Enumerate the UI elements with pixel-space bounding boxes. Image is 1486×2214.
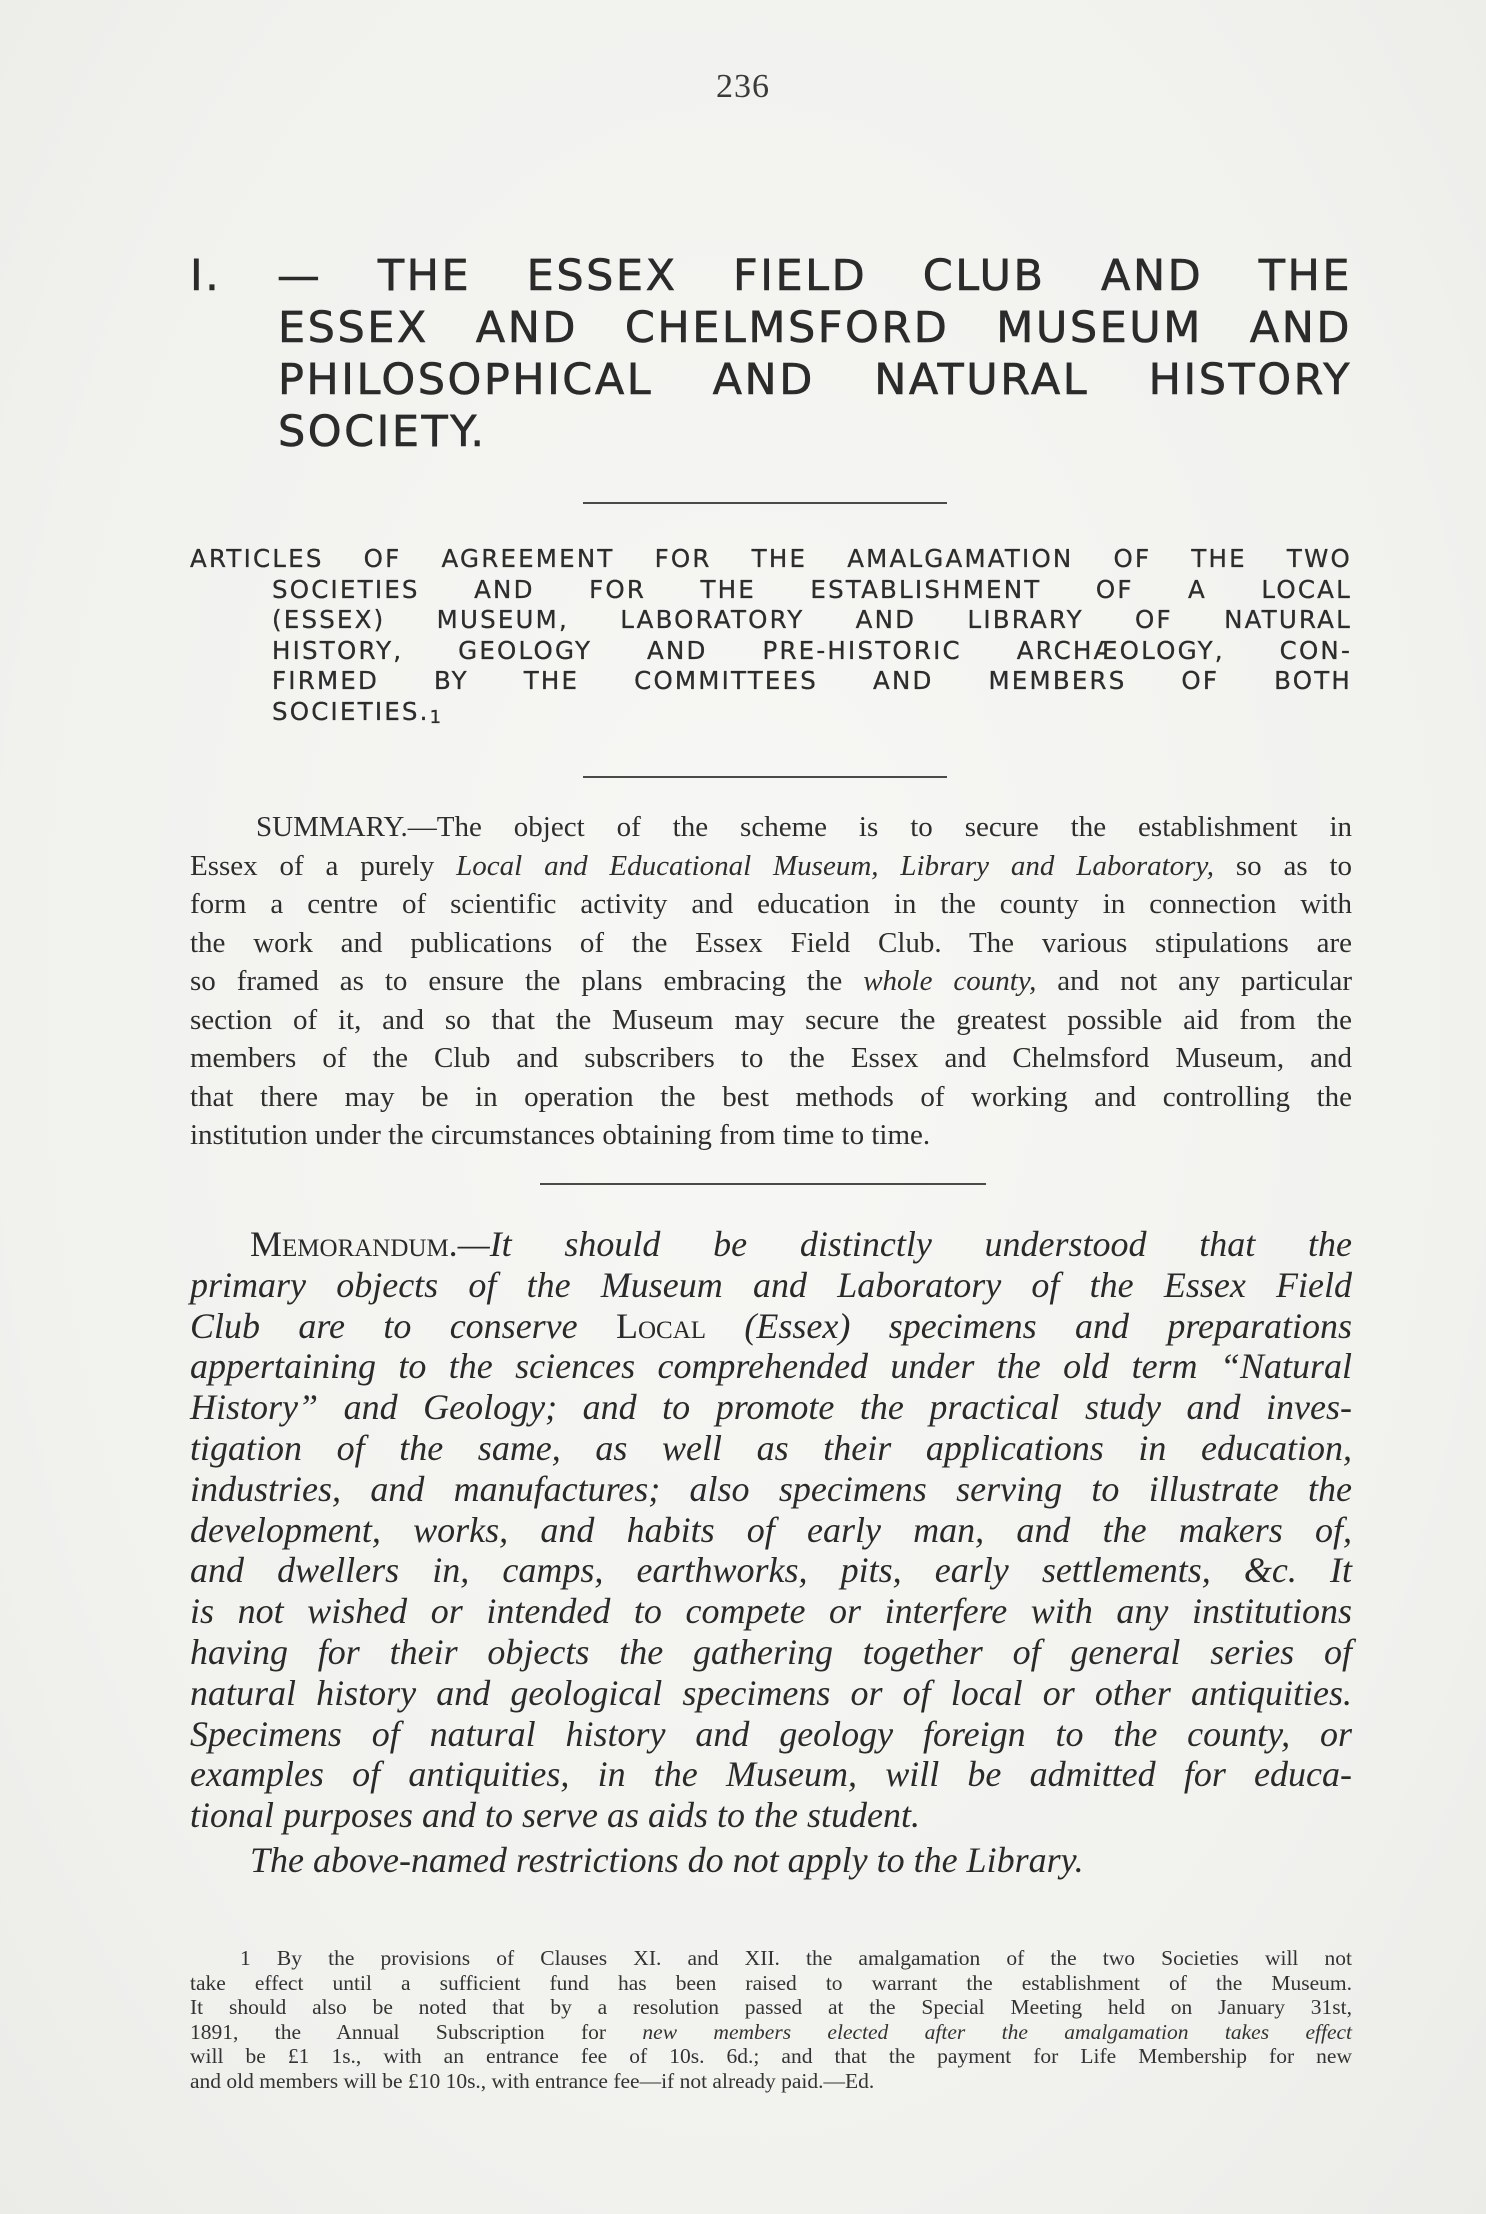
memorandum-paragraph: [190, 1224, 1352, 1881]
memo-text: (Essex) specimens and preparations: [744, 1305, 1353, 1346]
divider-rule: [540, 1183, 986, 1185]
footnote-line: and old members will be £10 10s., with entrance fee—if not already paid.—Ed.: [190, 2068, 875, 2093]
summary-line: the work and publications of the Essex Field Club. The various stipulations are: [190, 926, 1352, 959]
footnote-marker: 1: [429, 706, 442, 728]
summary-text: Essex of a purely: [190, 849, 435, 882]
divider-rule: [583, 502, 947, 504]
memo-line: and dwellers in, camps, earthworks, pits, early settlements, &c. It: [190, 1550, 1352, 1591]
library-note: The above-named restrictions do not apply to the Library.: [250, 1839, 1084, 1880]
memo-line: appertaining to the sciences comprehended under the old term “Natural: [190, 1346, 1352, 1387]
page-number: 236: [716, 68, 770, 105]
memo-text: Club are to conserve: [190, 1305, 578, 1346]
summary-line: section of it, and so that the Museum may secure the greatest possible aid from the: [190, 1003, 1352, 1036]
footnote: [190, 1946, 1352, 2093]
summary-line: [190, 847, 1352, 886]
memo-text: —It should be distinctly understood that the: [457, 1224, 1352, 1264]
articles-line: SOCIETIES AND FOR THE ESTABLISHMENT OF A LOCAL: [272, 574, 1352, 604]
footnote-italic-text: new members elected after the amalgamation takes effect: [642, 2019, 1353, 2044]
memo-line: [190, 1224, 1352, 1265]
summary-line: institution under the circumstances obtaining from time to time.: [190, 1119, 931, 1151]
summary-text: and not any particular: [1057, 965, 1353, 997]
memo-line: Specimens of natural history and geology foreign to the county, or: [190, 1713, 1352, 1754]
memo-line: primary objects of the Museum and Laboratory of the Essex Field: [190, 1264, 1352, 1305]
footnote-line: It should also be noted that by a resolution passed at the Special Meeting held on January 31st,: [190, 1995, 1352, 2019]
summary-line: SUMMARY.—The object of the scheme is to secure the establishment in: [256, 811, 1352, 843]
footnote-text: 1891, the Annual Subscription for: [190, 2019, 607, 2044]
articles-line: ARTICLES OF AGREEMENT FOR THE AMALGAMATION OF THE TWO: [190, 544, 1352, 573]
footnote-line: take effect until a sufficient fund has been raised to warrant the establishment of the Museum.: [190, 1970, 1352, 1995]
summary-line: members of the Club and subscribers to the Essex and Chelmsford Museum, and: [190, 1042, 1352, 1074]
title-line: I. — THE ESSEX FIELD CLUB AND THE: [190, 251, 1352, 301]
summary-italic-text: whole county,: [863, 965, 1037, 997]
memo-heading: Memorandum.: [250, 1224, 458, 1264]
footnote-line: will be £1 1s., with an entrance fee of 10s. 6d.; and that the payment for Life Membership for new: [190, 2044, 1352, 2068]
articles-line: (ESSEX) MUSEUM, LABORATORY AND LIBRARY OF NATURAL: [272, 605, 1352, 634]
footnote-line: [190, 2020, 1352, 2045]
articles-line: FIRMED BY THE COMMITTEES AND MEMBERS OF BOTH: [272, 666, 1352, 695]
footnote-line: 1 By the provisions of Clauses XI. and XII. the amalgamation of the two Societies will not: [240, 1946, 1352, 1970]
section-title: [190, 250, 1352, 458]
memo-line: [190, 1306, 1352, 1347]
summary-italic-text: Local and Educational Museum, Library and Laboratory,: [456, 849, 1214, 882]
summary-line: that there may be in operation the best methods of working and controlling the: [190, 1080, 1352, 1113]
memo-line: development, works, and habits of early man, and the makers of,: [190, 1509, 1352, 1550]
memo-line: tional purposes and to serve as aids to the student.: [190, 1795, 920, 1836]
memo-line: tigation of the same, as well as their applications in education,: [190, 1427, 1352, 1468]
memo-line: natural history and geological specimens or of local or other antiquities.: [190, 1672, 1352, 1713]
articles-line: HISTORY, GEOLOGY AND PRE-HISTORIC ARCHÆOLOGY, CON-: [272, 635, 1352, 665]
title-line: SOCIETY.: [278, 407, 487, 457]
memo-line: examples of antiquities, in the Museum, will be admitted for educa-: [190, 1754, 1352, 1795]
summary-paragraph: [190, 808, 1352, 1155]
summary-text: so framed as to ensure the plans embracing the: [190, 965, 843, 997]
memo-line: is not wished or intended to compete or interfere with any institutions: [190, 1591, 1352, 1632]
summary-line: [190, 962, 1352, 1001]
memo-line: having for their objects the gathering together of general series of: [190, 1631, 1352, 1672]
divider-rule: [583, 776, 947, 778]
articles-line-text: SOCIETIES.: [272, 696, 430, 726]
summary-text: so as to: [1235, 849, 1353, 882]
articles-heading: [190, 544, 1352, 733]
memo-smallcaps-text: Local: [616, 1305, 707, 1346]
title-line: PHILOSOPHICAL AND NATURAL HISTORY: [278, 355, 1352, 405]
summary-line: form a centre of scientific activity and education in the county in connection with: [190, 888, 1352, 920]
memo-line: industries, and manufactures; also specimens serving to illustrate the: [190, 1468, 1352, 1509]
title-line: ESSEX AND CHELMSFORD MUSEUM AND: [278, 303, 1352, 353]
articles-line-last: [190, 697, 1352, 734]
memo-line: History” and Geology; and to promote the practical study and inves-: [190, 1387, 1352, 1428]
